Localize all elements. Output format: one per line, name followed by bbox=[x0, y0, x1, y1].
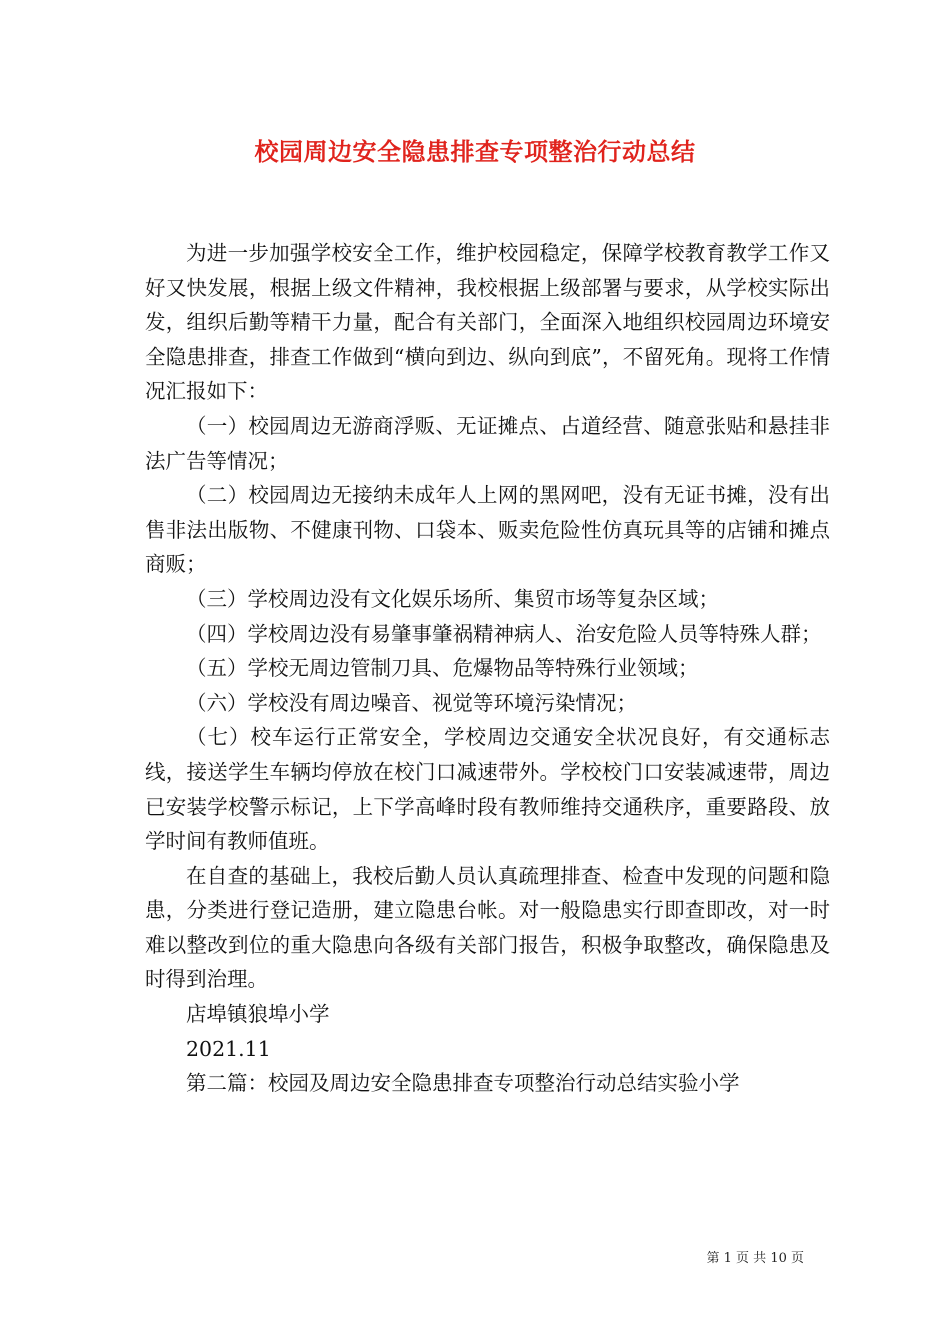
paragraph-item-4: （四）学校周边没有易肇事肇祸精神病人、治安危险人员等特殊人群； bbox=[186, 621, 822, 646]
paragraph-item-7: （七）校车运行正常安全，学校周边交通安全状况良好，有交通标志线，接送学生车辆均停放在校门口减速带外。学校校门口安装减速带，周边已安装学校警示标记，上下学高峰时段有教师维持交通秩序，重要路段、放学时间有教师值班。 bbox=[145, 725, 830, 854]
paragraph-item-3: （三）学校周边没有文化娱乐场所、集贸市场等复杂区域； bbox=[186, 586, 719, 611]
paragraph-item-6: （六）学校没有周边噪音、视觉等环境污染情况； bbox=[186, 690, 637, 715]
paragraph-conclusion: 在自查的基础上，我校后勤人员认真疏理排查、检查中发现的问题和隐患，分类进行登记造册，建立隐患台帐。对一般隐患实行即查即改，对一时难以整改到位的重大隐患向各级有关部门报告，积极争取整改，确保隐患及时得到治理。 bbox=[145, 863, 830, 992]
paragraph-item-5: （五）学校无周边管制刀具、危爆物品等特殊行业领域； bbox=[186, 656, 699, 681]
page-number: 第 1 页 共 10 页 bbox=[706, 1251, 804, 1266]
signature-school: 店埠镇狼埠小学 bbox=[186, 1002, 330, 1027]
document-title: 校园周边安全隐患排查专项整治行动总结 bbox=[254, 137, 696, 166]
paragraph-item-2: （二）校园周边无接纳未成年人上网的黑网吧，没有无证书摊，没有出售非法出版物、不健康刊物、口袋本、贩卖危险性仿真玩具等的店铺和摊点商贩； bbox=[145, 483, 830, 577]
signature-date: 2021.11 bbox=[186, 1036, 271, 1061]
paragraph-intro: 为进一步加强学校安全工作，维护校园稳定，保障学校教育教学工作又好又快发展，根据上级文件精神，我校根据上级部署与要求，从学校实际出发，组织后勤等精干力量，配合有关部门，全面深入地组织校园周边环境安全隐患排查，排查工作做到“横向到边、纵向到底”，不留死角。现将工作情况汇报如下： bbox=[145, 241, 830, 404]
next-article-heading: 第二篇：校园及周边安全隐患排查专项整治行动总结实验小学 bbox=[186, 1071, 740, 1096]
paragraph-item-1: （一）校园周边无游商浮贩、无证摊点、占道经营、随意张贴和悬挂非法广告等情况； bbox=[145, 413, 830, 473]
document-body bbox=[145, 236, 830, 1101]
